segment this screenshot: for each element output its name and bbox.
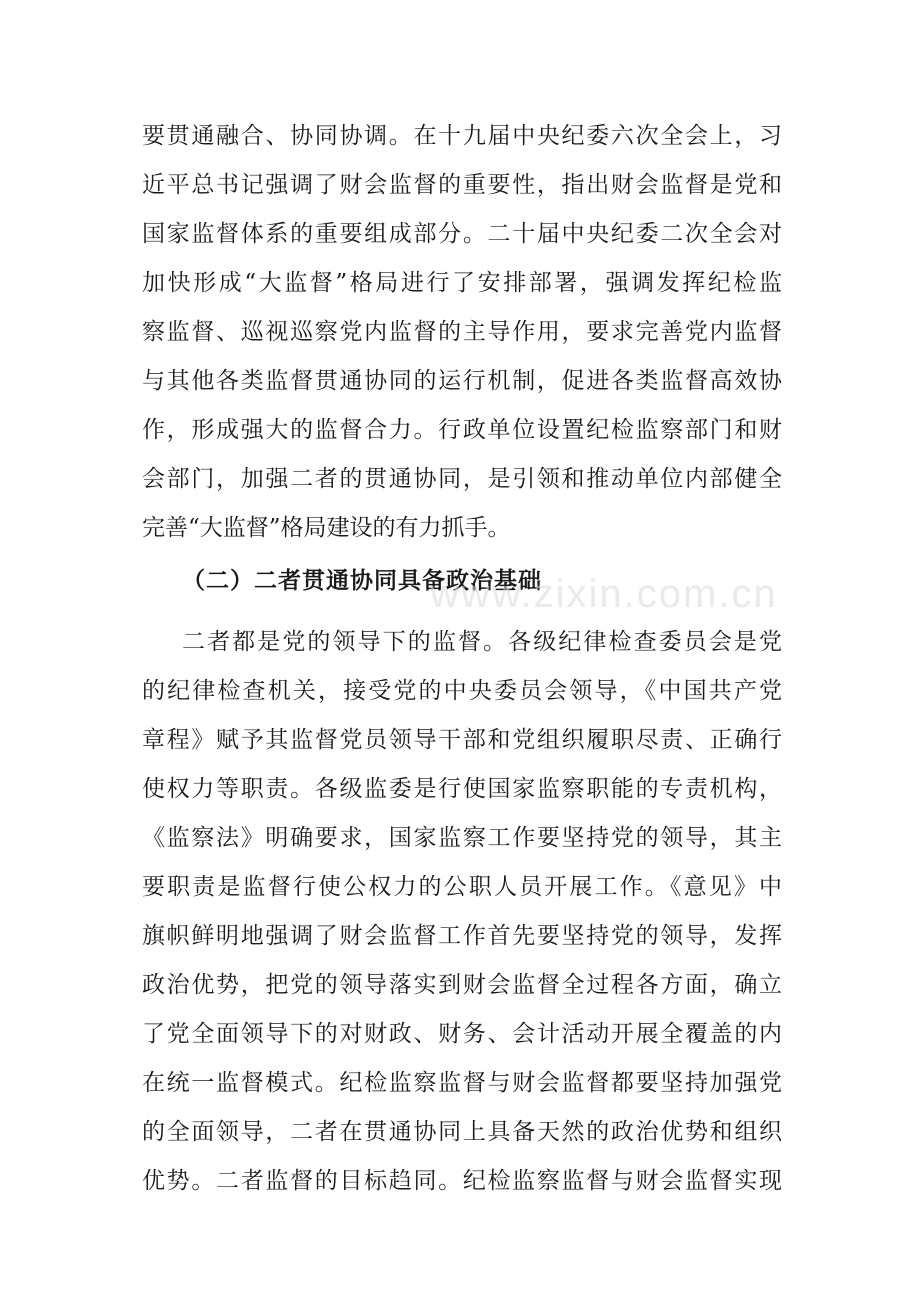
- section-heading: （二）二者贯通协同具备政治基础: [182, 568, 542, 594]
- paragraph-line: 了党全面领导下的对财政、财务、会计活动开展全覆盖的内: [142, 1021, 782, 1047]
- paragraph-line: 近平总书记强调了财会监督的重要性，指出财会监督是党和: [142, 172, 782, 198]
- paragraph-line: 与其他各类监督贯通协同的运行机制，促进各类监督高效协: [142, 368, 782, 394]
- paragraph-line: 作，形成强大的监督合力。行政单位设置纪检监察部门和财: [142, 417, 782, 443]
- paragraph-line: 《监察法》明确要求，国家监察工作要坚持党的领导，其主: [142, 825, 782, 851]
- paragraph-line: 加快形成“大监督”格局进行了安排部署，强调发挥纪检监: [142, 270, 782, 296]
- paragraph-line: 完善“大监督”格局建设的有力抓手。: [142, 515, 511, 541]
- paragraph-line: 在统一监督模式。纪检监察监督与财会监督都要坚持加强党: [142, 1070, 782, 1096]
- paragraph-line: 旗帜鲜明地强调了财会监督工作首先要坚持党的领导，发挥: [142, 923, 782, 949]
- paragraph-line: 国家监督体系的重要组成部分。二十届中央纪委二次全会对: [142, 221, 782, 247]
- paragraph-line: 的纪律检查机关，接受党的中央委员会领导，《中国共产党: [142, 678, 782, 704]
- paragraph-line: 察监督、巡视巡察党内监督的主导作用，要求完善党内监督: [142, 319, 782, 345]
- paragraph-1: [142, 112, 782, 553]
- paragraph-line: 政治优势，把党的领导落实到财会监督全过程各方面，确立: [142, 972, 782, 998]
- paragraph-line: 优势。二者监督的目标趋同。纪检监察监督与财会监督实现: [142, 1168, 782, 1194]
- paragraph-line: 要职责是监督行使公权力的公职人员开展工作。《意见》中: [142, 874, 782, 900]
- watermark: www.zixin.com.cn: [430, 572, 778, 616]
- paragraph-line: 使权力等职责。各级监委是行使国家监察职能的专责机构，: [142, 776, 782, 802]
- paragraph-line: 章程》赋予其监督党员领导干部和党组织履职尽责、正确行: [142, 727, 782, 753]
- paragraph-line: 二者都是党的领导下的监督。各级纪律检查委员会是党: [182, 629, 782, 655]
- paragraph-2: [142, 618, 782, 1206]
- paragraph-line: 的全面领导，二者在贯通协同上具备天然的政治优势和组织: [142, 1119, 782, 1145]
- paragraph-line: 要贯通融合、协同协调。在十九届中央纪委六次全会上，习: [142, 123, 782, 149]
- paragraph-line: 会部门，加强二者的贯通协同，是引领和推动单位内部健全: [142, 466, 782, 492]
